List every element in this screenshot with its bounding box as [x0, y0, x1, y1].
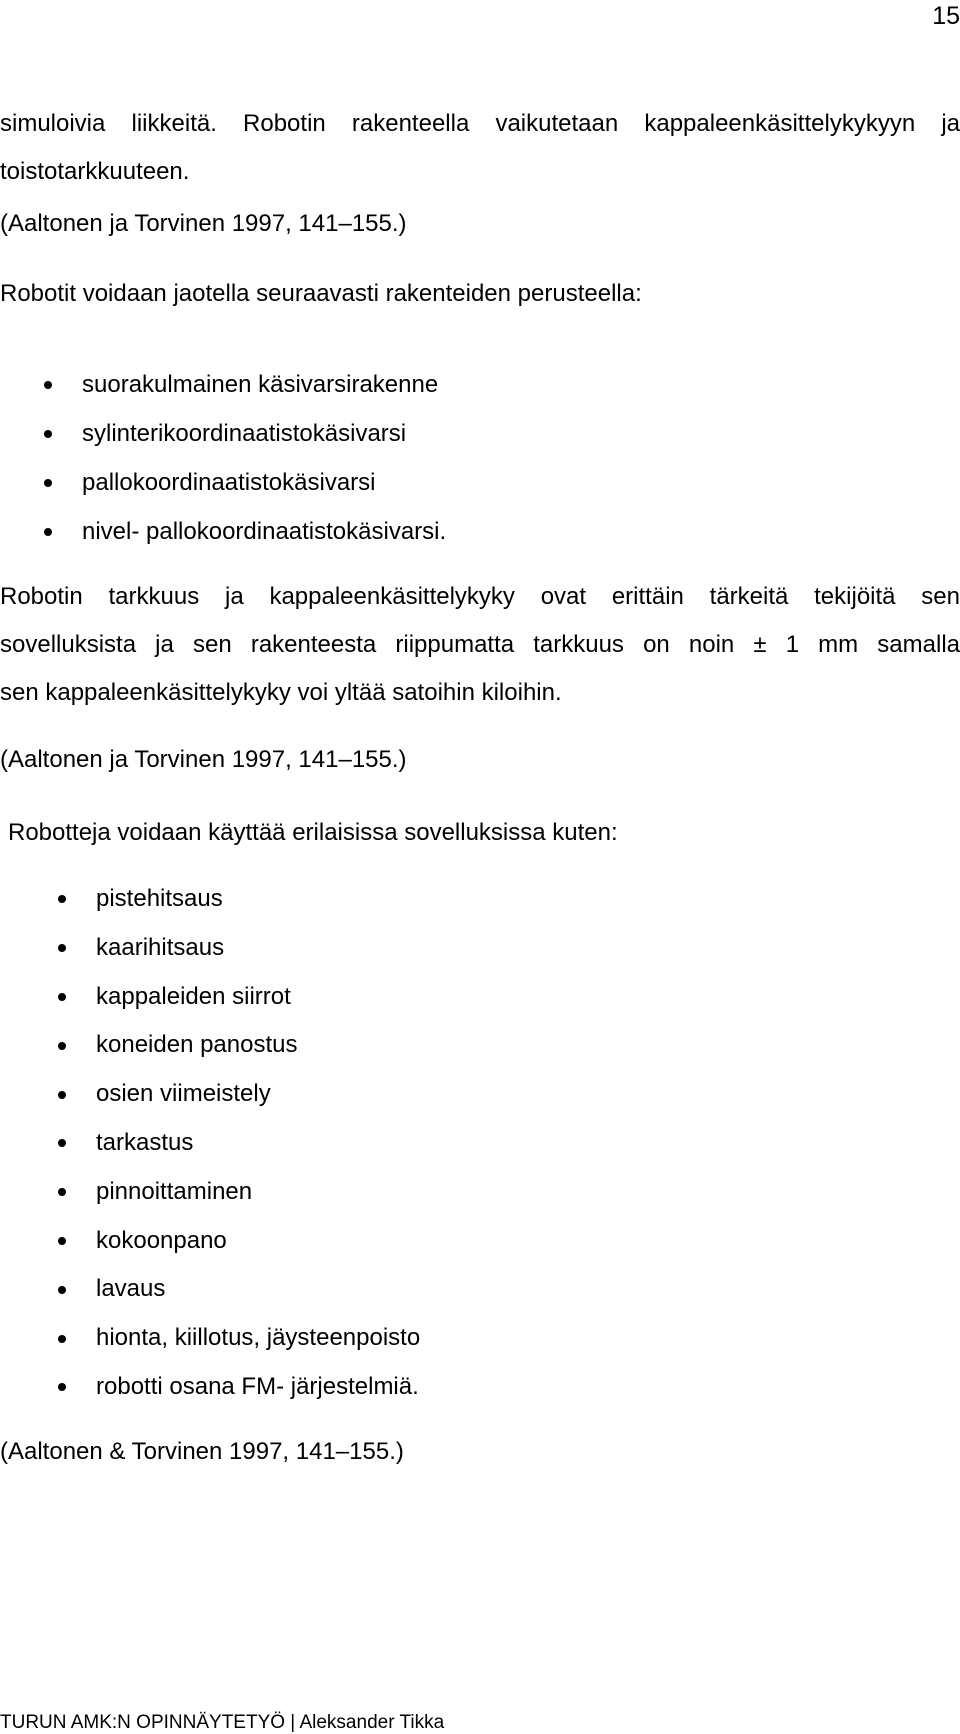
- list-item: [96, 1265, 420, 1314]
- list-item: [96, 1070, 420, 1119]
- structure-types-list: [82, 360, 446, 556]
- list-item-label: tarkastus: [96, 1128, 194, 1156]
- bullet-icon: [58, 1383, 66, 1391]
- list-item-label: nivel- pallokoordinaatistokäsivarsi.: [82, 518, 447, 545]
- bullet-icon: [58, 1188, 66, 1196]
- list-item-label: robotti osana FM- järjestelmiä.: [96, 1372, 419, 1400]
- list-item-label: osien viimeistely: [96, 1080, 271, 1108]
- list-item: [82, 360, 446, 409]
- page-number: 15: [932, 2, 960, 30]
- list-item-label: pistehitsaus: [96, 885, 223, 912]
- bullet-icon: [44, 430, 52, 438]
- paragraph-2: [0, 573, 960, 717]
- bullet-icon: [44, 528, 52, 536]
- bullet-icon: [58, 993, 66, 1001]
- list-1-intro: Robotit voidaan jaotella seuraavasti rakenteiden perusteella:: [0, 280, 642, 307]
- bullet-icon: [58, 1286, 66, 1294]
- bullet-icon: [58, 1335, 66, 1343]
- list-item-label: kaarihitsaus: [96, 933, 225, 961]
- list-item: [96, 1119, 420, 1168]
- citation-1: (Aaltonen ja Torvinen 1997, 141–155.): [0, 210, 407, 237]
- list-item-label: sylinterikoordinaatistokäsivarsi: [82, 420, 407, 447]
- list-2-intro: Robotteja voidaan käyttää erilaisissa sovelluksissa kuten:: [8, 819, 618, 846]
- list-item: [96, 1314, 420, 1363]
- paragraph-2-line-2: sovelluksista ja sen rakenteesta riippumatta tarkkuus on noin ± 1 mm samalla: [0, 631, 960, 658]
- list-item: [96, 1363, 420, 1412]
- list-item: [82, 409, 446, 458]
- paragraph-1: [0, 100, 960, 196]
- bullet-icon: [44, 479, 52, 487]
- applications-list: [96, 875, 420, 1412]
- bullet-icon: [58, 944, 66, 952]
- list-item-label: lavaus: [96, 1275, 166, 1303]
- paragraph-1-line-1: simuloivia liikkeitä. Robotin rakenteella vaikutetaan kappaleenkäsittelykykyyn ja: [0, 110, 960, 137]
- paragraph-2-line-1: Robotin tarkkuus ja kappaleenkäsittelykyky ovat erittäin tärkeitä tekijöitä sen: [0, 583, 960, 610]
- list-item: [96, 973, 420, 1022]
- bullet-icon: [58, 1139, 66, 1147]
- paragraph-2-line-3: sen kappaleenkäsittelykyky voi yltää satoihin kiloihin.: [0, 679, 562, 706]
- list-item: [82, 458, 446, 507]
- list-item: [96, 1168, 420, 1217]
- list-item-label: pinnoittaminen: [96, 1177, 253, 1205]
- list-item-label: hionta, kiillotus, jäysteenpoisto: [96, 1324, 421, 1352]
- list-item-label: kappaleiden siirrot: [96, 982, 291, 1010]
- bullet-icon: [58, 1042, 66, 1050]
- list-item-label: koneiden panostus: [96, 1031, 298, 1059]
- list-item: [96, 875, 420, 924]
- list-item: [82, 507, 446, 556]
- citation-3: (Aaltonen & Torvinen 1997, 141–155.): [0, 1438, 404, 1465]
- list-item-label: pallokoordinaatistokäsivarsi: [82, 469, 376, 496]
- bullet-icon: [44, 381, 52, 389]
- list-item: [96, 1021, 420, 1070]
- list-item-label: kokoonpano: [96, 1226, 227, 1254]
- list-item-label: suorakulmainen käsivarsirakenne: [82, 371, 439, 398]
- bullet-icon: [58, 895, 66, 903]
- list-item: [96, 1217, 420, 1266]
- paragraph-1-line-2: toistotarkkuuteen.: [0, 158, 190, 185]
- page-footer: TURUN AMK:N OPINNÄYTETYÖ | Aleksander Tikka: [0, 1712, 445, 1733]
- bullet-icon: [58, 1091, 66, 1099]
- bullet-icon: [58, 1237, 66, 1245]
- citation-2: (Aaltonen ja Torvinen 1997, 141–155.): [0, 746, 407, 773]
- list-item: [96, 924, 420, 973]
